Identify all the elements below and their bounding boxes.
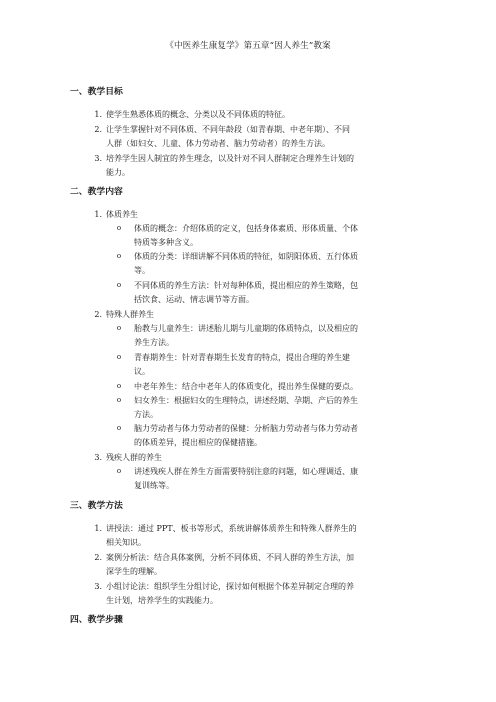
bullet-text: 养生方法。 bbox=[134, 338, 174, 347]
list-item-text: 案例分析法：结合具体案例，分析不同体质、不同人群的养生方法，加 bbox=[106, 553, 354, 562]
list-number: 3. bbox=[94, 582, 102, 591]
bullet-icon: o bbox=[116, 252, 122, 260]
list-item-text: 能力。 bbox=[106, 168, 130, 177]
list-number: 2. bbox=[94, 125, 102, 134]
list-number: 3. bbox=[94, 453, 102, 462]
document-title: 《中医养生康复学》第五章“因人养生”教案 bbox=[165, 41, 331, 51]
bullet-text: 的体质差异，提出相应的保健措施。 bbox=[134, 438, 262, 447]
list-number: 2. bbox=[94, 553, 102, 562]
bullet-text: 议。 bbox=[134, 367, 150, 376]
section-heading-content: 二、教学内容 bbox=[70, 187, 123, 197]
list-item-text: 深学生的理解。 bbox=[106, 567, 162, 576]
bullet-icon: o bbox=[116, 382, 122, 390]
bullet-icon: o bbox=[116, 224, 122, 232]
list-number: 1. bbox=[94, 210, 102, 219]
bullet-text: 脑力劳动者与体力劳动者的保健：分析脑力劳动者与体力劳动者 bbox=[134, 424, 358, 433]
list-item-text: 让学生掌握针对不同体质、不同年龄段（如青春期、中老年期）、不同 bbox=[106, 125, 350, 134]
list-item-text: 人群（如妇女、儿童、体力劳动者、脑力劳动者）的养生方法。 bbox=[106, 139, 330, 148]
bullet-text: 讲述残疾人群在养生方面需要特别注意的问题，如心理调适、康 bbox=[134, 467, 358, 476]
bullet-text: 体质的概念：介绍体质的定义，包括身体素质、形体质量、个体 bbox=[134, 224, 358, 233]
list-item-text: 讲授法：通过 PPT、板书等形式，系统讲解体质养生和特殊人群养生的 bbox=[106, 524, 357, 533]
bullet-text: 中老年养生：结合中老年人的体质变化，提出养生保健的要点。 bbox=[134, 382, 358, 391]
bullet-icon: o bbox=[116, 281, 122, 289]
bullet-text: 妇女养生：根据妇女的生理特点，讲述经期、孕期、产后的养生 bbox=[134, 396, 358, 405]
bullet-text: 不同体质的养生方法：针对每种体质，提出相应的养生策略，包 bbox=[134, 281, 358, 290]
list-item-title: 体质养生 bbox=[106, 210, 138, 219]
list-item-text: 相关知识。 bbox=[106, 538, 146, 547]
bullet-icon: o bbox=[116, 424, 122, 432]
bullet-icon: o bbox=[116, 467, 122, 475]
list-number: 1. bbox=[94, 524, 102, 533]
bullet-icon: o bbox=[116, 353, 122, 361]
list-number: 1. bbox=[94, 110, 102, 119]
list-item-text: 生计划，培养学生的实践能力。 bbox=[106, 596, 218, 605]
list-number: 2. bbox=[94, 310, 102, 319]
list-item-text: 小组讨论法：组织学生分组讨论，探讨如何根据个体差异制定合理的养 bbox=[106, 582, 354, 591]
section-heading-objectives: 一、教学目标 bbox=[70, 87, 123, 97]
list-item-text: 使学生熟悉体质的概念、分类以及不同体质的特征。 bbox=[106, 110, 290, 119]
bullet-text: 胎教与儿童养生：讲述胎儿期与儿童期的体质特点，以及相应的 bbox=[134, 324, 358, 333]
bullet-text: 方法。 bbox=[134, 410, 158, 419]
section-heading-steps: 四、教学步骤 bbox=[70, 615, 123, 625]
list-item-text: 培养学生因人制宜的养生理念，以及针对不同人群制定合理养生计划的 bbox=[106, 154, 354, 163]
bullet-text: 青春期养生：针对青春期生长发育的特点，提出合理的养生建 bbox=[134, 353, 350, 362]
bullet-icon: o bbox=[116, 396, 122, 404]
bullet-text: 复训练等。 bbox=[134, 481, 174, 490]
bullet-text: 等。 bbox=[134, 266, 150, 275]
list-number: 3. bbox=[94, 154, 102, 163]
list-item-title: 特殊人群养生 bbox=[106, 310, 154, 319]
bullet-icon: o bbox=[116, 324, 122, 332]
section-heading-methods: 三、教学方法 bbox=[70, 501, 123, 511]
bullet-text: 特质等多种含义。 bbox=[134, 238, 198, 247]
list-item-title: 残疾人群的养生 bbox=[106, 453, 162, 462]
bullet-text: 括饮食、运动、情志调节等方面。 bbox=[134, 295, 254, 304]
bullet-text: 体质的分类：详细讲解不同体质的特征，如阴阳体质、五行体质 bbox=[134, 252, 358, 261]
